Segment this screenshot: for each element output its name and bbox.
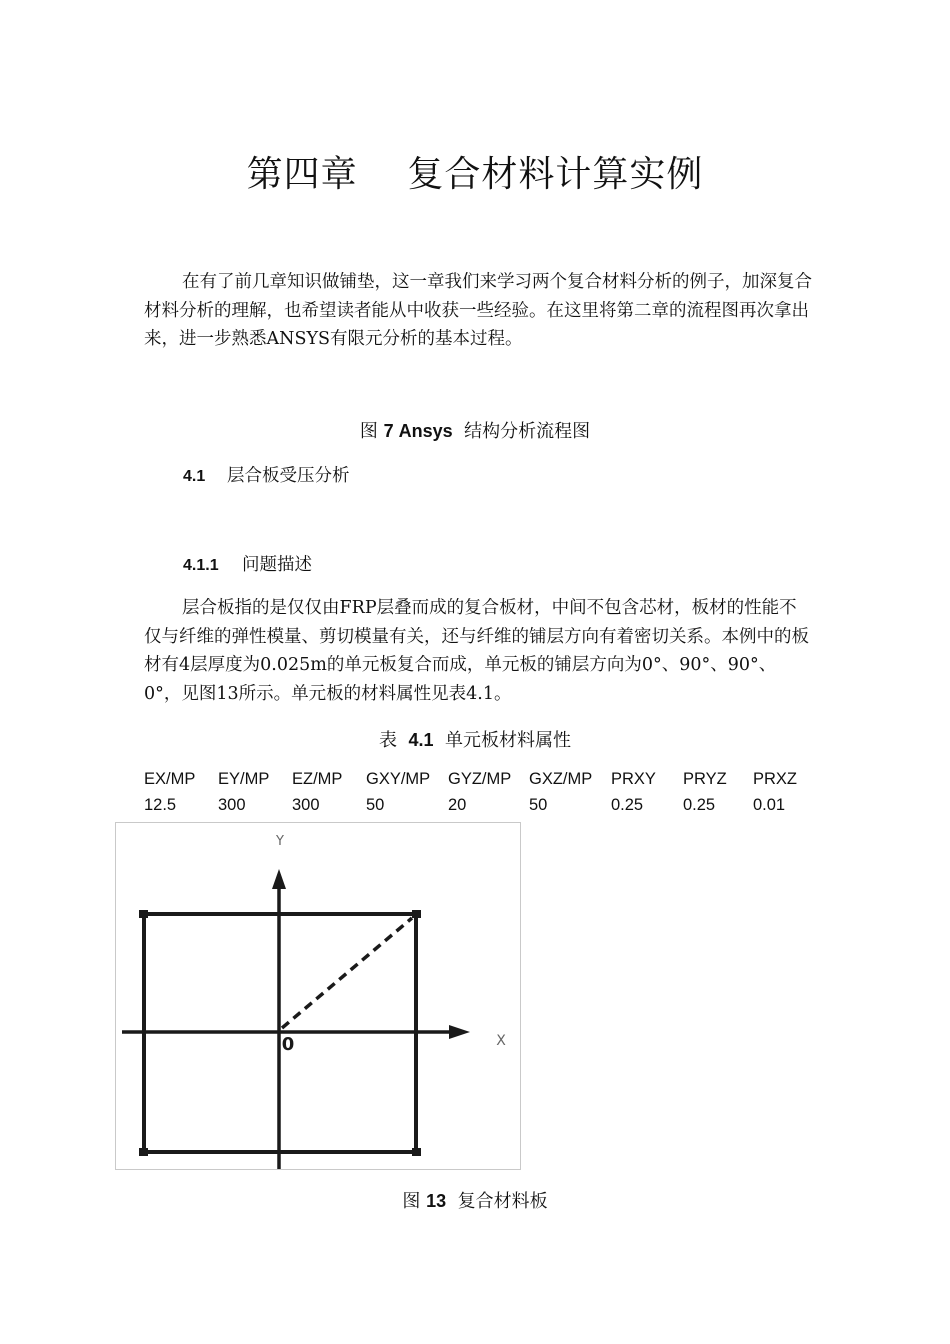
figure7-caption-label: 7 Ansys (383, 421, 453, 441)
corner-node (139, 1148, 148, 1156)
table-header-cell: PRYZ (683, 770, 727, 788)
figure13-caption-label: 13 (426, 1191, 447, 1211)
x-axis-arrow-icon (449, 1025, 470, 1039)
figure13-caption-prefix: 图 (402, 1191, 427, 1212)
corner-node (412, 1148, 421, 1156)
composite-plate-figure (115, 822, 521, 1170)
origin-label: 0 (281, 1034, 295, 1055)
table-value-cell: 0.25 (683, 796, 716, 814)
problem-paragraph: 层合板指的是仅仅由FRP层叠而成的复合板材，中间不包含芯材，板材的性能不仅与纤维的弹性模量、剪切模量有关，还与纤维的铺层方向有着密切关系。本例中的板材有4层厚度为0.025m的单元板复合而成，单元板的铺层方向为0°、90°、90°、0°，见图13所示。单元板的材料属性见表4.1。 (144, 598, 809, 704)
table-value-cell: 50 (366, 796, 385, 814)
table-header-cell: GXZ/MP (529, 770, 593, 788)
figure13-caption-text: 复合材料板 (446, 1191, 548, 1212)
section-number: 4.1.1 (183, 557, 219, 574)
y-axis-arrow-icon (272, 869, 286, 889)
figure7-caption-text: 结构分析流程图 (452, 421, 591, 442)
table-header-cell: EX/MP (144, 770, 196, 788)
table-header-cell: PRXY (611, 770, 656, 788)
table-value-cell: 0.25 (611, 796, 644, 814)
section-title: 问题描述 (242, 555, 312, 575)
fiber-direction-dashed-line (282, 918, 412, 1028)
figure7-caption (0, 417, 950, 443)
composite-plate-diagram (116, 823, 520, 1169)
table-header-cell: EY/MP (218, 770, 270, 788)
table-value-cell: 300 (292, 796, 320, 814)
table-caption-prefix: 表 (379, 730, 409, 751)
section-4-1-heading (183, 462, 350, 487)
figure7-caption-prefix: 图 (359, 421, 384, 442)
table-header-cell: EZ/MP (292, 770, 343, 788)
y-axis-label: Y (276, 834, 284, 849)
table-value-cell: 0.01 (753, 796, 786, 814)
corner-node (139, 910, 148, 918)
table-caption-text: 单元板材料属性 (433, 730, 571, 751)
table-header-cell: GXY/MP (366, 770, 431, 788)
table-caption (0, 726, 950, 752)
table-header-cell: GYZ/MP (448, 770, 512, 788)
intro-paragraph: 在有了前几章知识做铺垫，这一章我们来学习两个复合材料分析的例子，加深复合材料分析的理解，也希望读者能从中收获一些经验。在这里将第二章的流程图再次拿出来，进一步熟悉ANSYS有限元分析的基本过程。 (144, 272, 812, 349)
table-caption-label: 4.1 (408, 730, 434, 750)
table-value-cell: 300 (218, 796, 246, 814)
table-value-cell: 12.5 (144, 796, 177, 814)
section-title: 层合板受压分析 (227, 466, 350, 486)
chapter-title: 第四章 复合材料计算实例 (246, 154, 704, 195)
x-axis-label: X (496, 1033, 506, 1049)
corner-node (412, 910, 421, 918)
section-4-1-1-heading (183, 551, 312, 576)
figure13-caption (0, 1187, 950, 1213)
table-value-cell: 20 (448, 796, 467, 814)
table-value-cell: 50 (529, 796, 548, 814)
section-number: 4.1 (183, 468, 206, 485)
table-header-cell: PRXZ (753, 770, 798, 788)
